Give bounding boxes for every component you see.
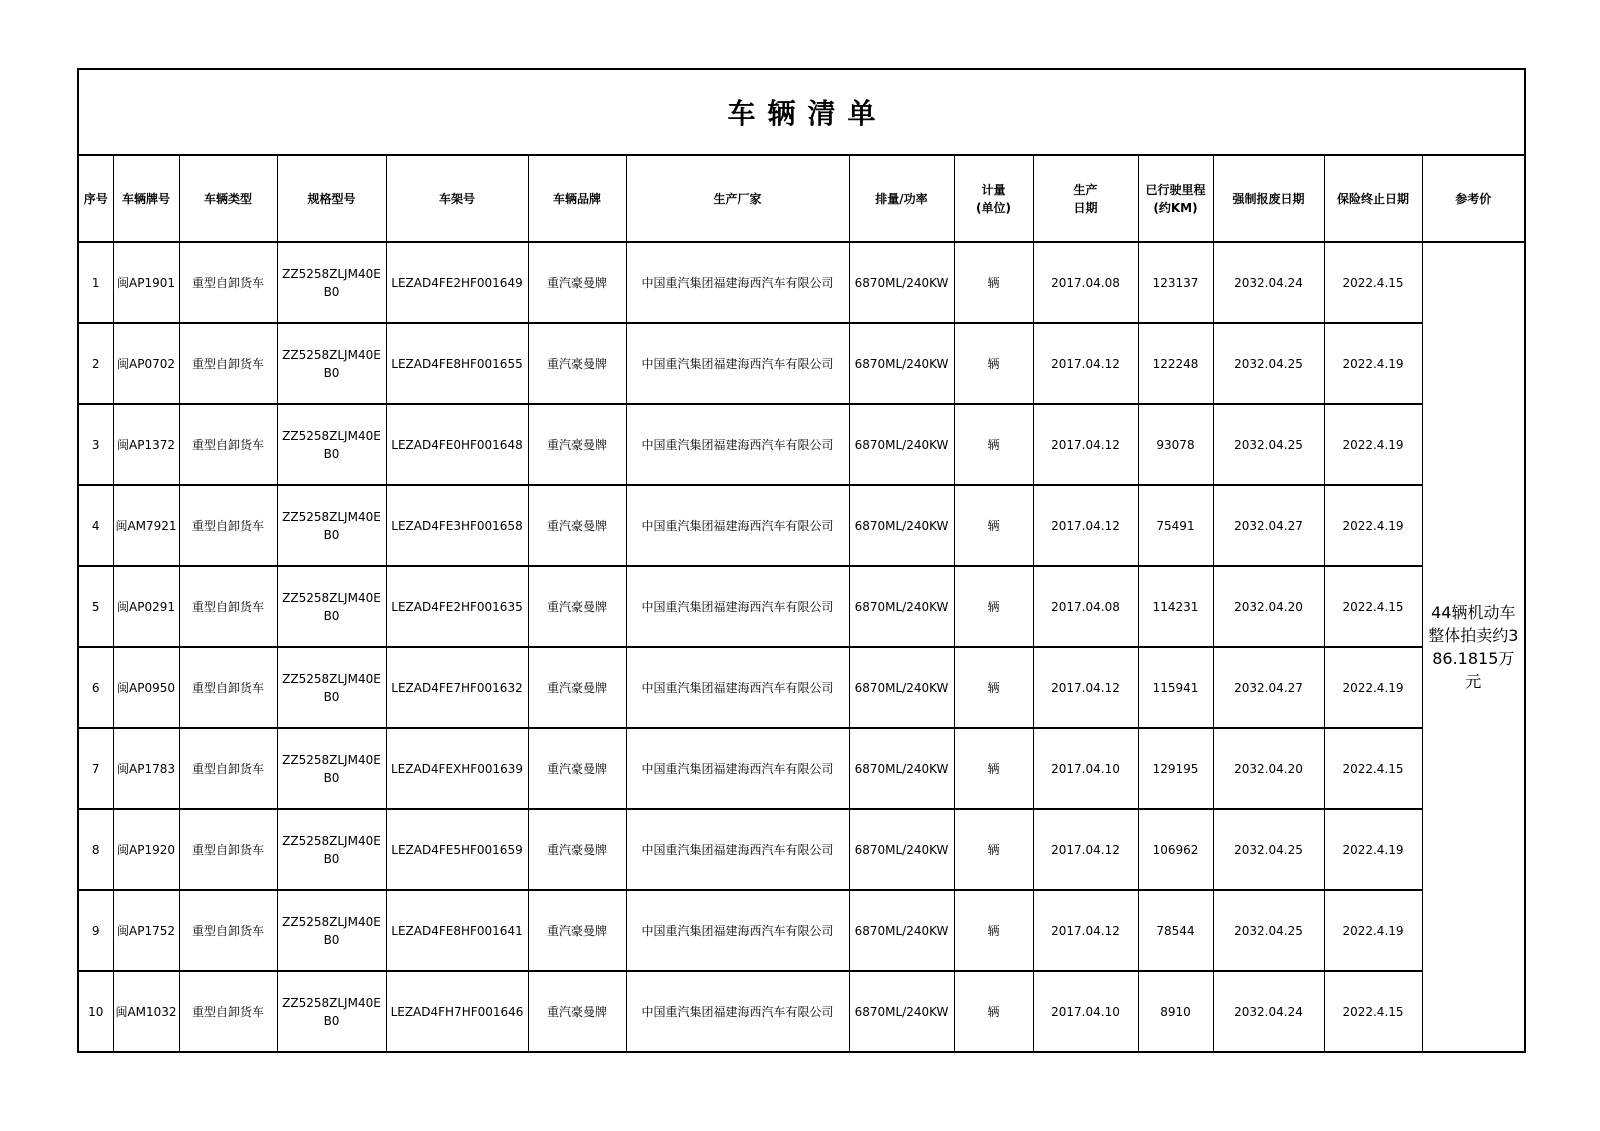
cell-vin: LEZAD4FE8HF001641 — [386, 890, 528, 971]
cell-brand: 重汽豪曼牌 — [528, 323, 626, 404]
header-col-type: 车辆类型 — [179, 155, 277, 242]
cell-vehicle-type: 重型自卸货车 — [179, 242, 277, 323]
table-row — [78, 485, 1525, 566]
cell-mileage: 78544 — [1138, 890, 1213, 971]
header-col-mileage: 已行驶里程 (约KM) — [1138, 155, 1213, 242]
cell-row-number: 3 — [78, 404, 113, 485]
cell-model-spec: ZZ5258ZLJM40EB0 — [277, 566, 386, 647]
document-title: 车辆清单 — [727, 97, 888, 130]
table-row — [78, 728, 1525, 809]
cell-unit: 辆 — [954, 971, 1033, 1052]
table-row — [78, 647, 1525, 728]
cell-manufacturer: 中国重汽集团福建海西汽车有限公司 — [626, 485, 849, 566]
cell-production-date: 2017.04.10 — [1033, 971, 1138, 1052]
cell-insurance-end-date: 2022.4.19 — [1324, 890, 1422, 971]
cell-mileage: 93078 — [1138, 404, 1213, 485]
cell-unit: 辆 — [954, 566, 1033, 647]
cell-insurance-end-date: 2022.4.15 — [1324, 971, 1422, 1052]
cell-vin: LEZAD4FEXHF001639 — [386, 728, 528, 809]
cell-vin: LEZAD4FE2HF001635 — [386, 566, 528, 647]
cell-displacement-power: 6870ML/240KW — [849, 404, 954, 485]
cell-insurance-end-date: 2022.4.19 — [1324, 404, 1422, 485]
cell-insurance-end-date: 2022.4.19 — [1324, 485, 1422, 566]
table-body — [78, 242, 1525, 1052]
cell-plate-number: 闽AP1752 — [113, 890, 179, 971]
cell-insurance-end-date: 2022.4.19 — [1324, 809, 1422, 890]
cell-mileage: 114231 — [1138, 566, 1213, 647]
cell-row-number: 1 — [78, 242, 113, 323]
cell-row-number: 10 — [78, 971, 113, 1052]
table-row — [78, 242, 1525, 323]
cell-row-number: 8 — [78, 809, 113, 890]
cell-insurance-end-date: 2022.4.15 — [1324, 566, 1422, 647]
cell-production-date: 2017.04.08 — [1033, 242, 1138, 323]
cell-vehicle-type: 重型自卸货车 — [179, 809, 277, 890]
table-row — [78, 890, 1525, 971]
cell-reference-price: 44辆机动车整体拍卖约386.1815万元 — [1422, 242, 1525, 1052]
cell-vehicle-type: 重型自卸货车 — [179, 323, 277, 404]
cell-scrap-date: 2032.04.25 — [1213, 323, 1324, 404]
header-col-no: 序号 — [78, 155, 113, 242]
cell-scrap-date: 2032.04.25 — [1213, 809, 1324, 890]
cell-production-date: 2017.04.12 — [1033, 485, 1138, 566]
cell-displacement-power: 6870ML/240KW — [849, 323, 954, 404]
cell-displacement-power: 6870ML/240KW — [849, 809, 954, 890]
cell-mileage: 75491 — [1138, 485, 1213, 566]
cell-plate-number: 闽AP1920 — [113, 809, 179, 890]
cell-production-date: 2017.04.12 — [1033, 890, 1138, 971]
cell-unit: 辆 — [954, 242, 1033, 323]
cell-manufacturer: 中国重汽集团福建海西汽车有限公司 — [626, 404, 849, 485]
cell-production-date: 2017.04.12 — [1033, 323, 1138, 404]
cell-production-date: 2017.04.12 — [1033, 809, 1138, 890]
cell-manufacturer: 中国重汽集团福建海西汽车有限公司 — [626, 890, 849, 971]
cell-unit: 辆 — [954, 728, 1033, 809]
header-col-reference-price: 参考价 — [1422, 155, 1525, 242]
cell-manufacturer: 中国重汽集团福建海西汽车有限公司 — [626, 647, 849, 728]
cell-mileage: 115941 — [1138, 647, 1213, 728]
cell-plate-number: 闽AP0702 — [113, 323, 179, 404]
cell-model-spec: ZZ5258ZLJM40EB0 — [277, 971, 386, 1052]
cell-displacement-power: 6870ML/240KW — [849, 728, 954, 809]
cell-model-spec: ZZ5258ZLJM40EB0 — [277, 404, 386, 485]
cell-mileage: 106962 — [1138, 809, 1213, 890]
cell-displacement-power: 6870ML/240KW — [849, 890, 954, 971]
header-col-insurance-end: 保险终止日期 — [1324, 155, 1422, 242]
cell-plate-number: 闽AP1783 — [113, 728, 179, 809]
cell-vehicle-type: 重型自卸货车 — [179, 566, 277, 647]
cell-production-date: 2017.04.12 — [1033, 647, 1138, 728]
cell-manufacturer: 中国重汽集团福建海西汽车有限公司 — [626, 323, 849, 404]
cell-vin: LEZAD4FE7HF001632 — [386, 647, 528, 728]
cell-scrap-date: 2032.04.27 — [1213, 647, 1324, 728]
cell-scrap-date: 2032.04.20 — [1213, 728, 1324, 809]
cell-mileage: 122248 — [1138, 323, 1213, 404]
cell-manufacturer: 中国重汽集团福建海西汽车有限公司 — [626, 566, 849, 647]
cell-plate-number: 闽AP1901 — [113, 242, 179, 323]
table-row — [78, 971, 1525, 1052]
cell-scrap-date: 2032.04.25 — [1213, 890, 1324, 971]
cell-brand: 重汽豪曼牌 — [528, 728, 626, 809]
cell-mileage: 123137 — [1138, 242, 1213, 323]
cell-model-spec: ZZ5258ZLJM40EB0 — [277, 890, 386, 971]
header-col-model: 规格型号 — [277, 155, 386, 242]
cell-row-number: 9 — [78, 890, 113, 971]
cell-scrap-date: 2032.04.20 — [1213, 566, 1324, 647]
cell-displacement-power: 6870ML/240KW — [849, 647, 954, 728]
cell-manufacturer: 中国重汽集团福建海西汽车有限公司 — [626, 242, 849, 323]
cell-insurance-end-date: 2022.4.19 — [1324, 323, 1422, 404]
cell-production-date: 2017.04.12 — [1033, 404, 1138, 485]
cell-manufacturer: 中国重汽集团福建海西汽车有限公司 — [626, 971, 849, 1052]
cell-model-spec: ZZ5258ZLJM40EB0 — [277, 242, 386, 323]
cell-model-spec: ZZ5258ZLJM40EB0 — [277, 647, 386, 728]
cell-plate-number: 闽AP0950 — [113, 647, 179, 728]
cell-row-number: 5 — [78, 566, 113, 647]
cell-brand: 重汽豪曼牌 — [528, 809, 626, 890]
cell-unit: 辆 — [954, 890, 1033, 971]
cell-scrap-date: 2032.04.24 — [1213, 971, 1324, 1052]
cell-displacement-power: 6870ML/240KW — [849, 242, 954, 323]
cell-scrap-date: 2032.04.24 — [1213, 242, 1324, 323]
cell-vin: LEZAD4FE0HF001648 — [386, 404, 528, 485]
cell-unit: 辆 — [954, 323, 1033, 404]
cell-insurance-end-date: 2022.4.19 — [1324, 647, 1422, 728]
cell-plate-number: 闽AM1032 — [113, 971, 179, 1052]
header-col-prod-date: 生产 日期 — [1033, 155, 1138, 242]
cell-unit: 辆 — [954, 404, 1033, 485]
cell-vehicle-type: 重型自卸货车 — [179, 404, 277, 485]
table-header-row — [78, 155, 1525, 242]
cell-vin: LEZAD4FE8HF001655 — [386, 323, 528, 404]
cell-row-number: 2 — [78, 323, 113, 404]
table-row — [78, 566, 1525, 647]
vehicle-list-table — [77, 68, 1526, 1053]
cell-row-number: 4 — [78, 485, 113, 566]
cell-mileage: 129195 — [1138, 728, 1213, 809]
header-col-plate: 车辆牌号 — [113, 155, 179, 242]
cell-insurance-end-date: 2022.4.15 — [1324, 242, 1422, 323]
cell-production-date: 2017.04.10 — [1033, 728, 1138, 809]
cell-scrap-date: 2032.04.25 — [1213, 404, 1324, 485]
cell-vin: LEZAD4FE5HF001659 — [386, 809, 528, 890]
cell-manufacturer: 中国重汽集团福建海西汽车有限公司 — [626, 728, 849, 809]
cell-manufacturer: 中国重汽集团福建海西汽车有限公司 — [626, 809, 849, 890]
cell-row-number: 6 — [78, 647, 113, 728]
table-row — [78, 323, 1525, 404]
cell-mileage: 8910 — [1138, 971, 1213, 1052]
cell-plate-number: 闽AP1372 — [113, 404, 179, 485]
cell-insurance-end-date: 2022.4.15 — [1324, 728, 1422, 809]
cell-vin: LEZAD4FE2HF001649 — [386, 242, 528, 323]
cell-model-spec: ZZ5258ZLJM40EB0 — [277, 809, 386, 890]
cell-vehicle-type: 重型自卸货车 — [179, 728, 277, 809]
cell-brand: 重汽豪曼牌 — [528, 971, 626, 1052]
cell-displacement-power: 6870ML/240KW — [849, 485, 954, 566]
cell-brand: 重汽豪曼牌 — [528, 404, 626, 485]
document-title-cell — [78, 69, 1525, 155]
cell-vin: LEZAD4FE3HF001658 — [386, 485, 528, 566]
cell-plate-number: 闽AP0291 — [113, 566, 179, 647]
cell-vehicle-type: 重型自卸货车 — [179, 647, 277, 728]
cell-unit: 辆 — [954, 647, 1033, 728]
cell-vehicle-type: 重型自卸货车 — [179, 971, 277, 1052]
cell-brand: 重汽豪曼牌 — [528, 242, 626, 323]
cell-brand: 重汽豪曼牌 — [528, 647, 626, 728]
header-col-scrap-date: 强制报废日期 — [1213, 155, 1324, 242]
table-row — [78, 404, 1525, 485]
cell-brand: 重汽豪曼牌 — [528, 485, 626, 566]
header-col-vin: 车架号 — [386, 155, 528, 242]
header-col-maker: 生产厂家 — [626, 155, 849, 242]
header-col-unit: 计量 (单位) — [954, 155, 1033, 242]
cell-vehicle-type: 重型自卸货车 — [179, 890, 277, 971]
cell-unit: 辆 — [954, 809, 1033, 890]
table-row — [78, 809, 1525, 890]
cell-brand: 重汽豪曼牌 — [528, 890, 626, 971]
cell-scrap-date: 2032.04.27 — [1213, 485, 1324, 566]
cell-model-spec: ZZ5258ZLJM40EB0 — [277, 485, 386, 566]
cell-displacement-power: 6870ML/240KW — [849, 971, 954, 1052]
cell-production-date: 2017.04.08 — [1033, 566, 1138, 647]
header-col-power: 排量/功率 — [849, 155, 954, 242]
cell-plate-number: 闽AM7921 — [113, 485, 179, 566]
cell-vehicle-type: 重型自卸货车 — [179, 485, 277, 566]
header-col-brand: 车辆品牌 — [528, 155, 626, 242]
cell-brand: 重汽豪曼牌 — [528, 566, 626, 647]
cell-vin: LEZAD4FH7HF001646 — [386, 971, 528, 1052]
cell-unit: 辆 — [954, 485, 1033, 566]
cell-model-spec: ZZ5258ZLJM40EB0 — [277, 323, 386, 404]
cell-model-spec: ZZ5258ZLJM40EB0 — [277, 728, 386, 809]
cell-row-number: 7 — [78, 728, 113, 809]
cell-displacement-power: 6870ML/240KW — [849, 566, 954, 647]
